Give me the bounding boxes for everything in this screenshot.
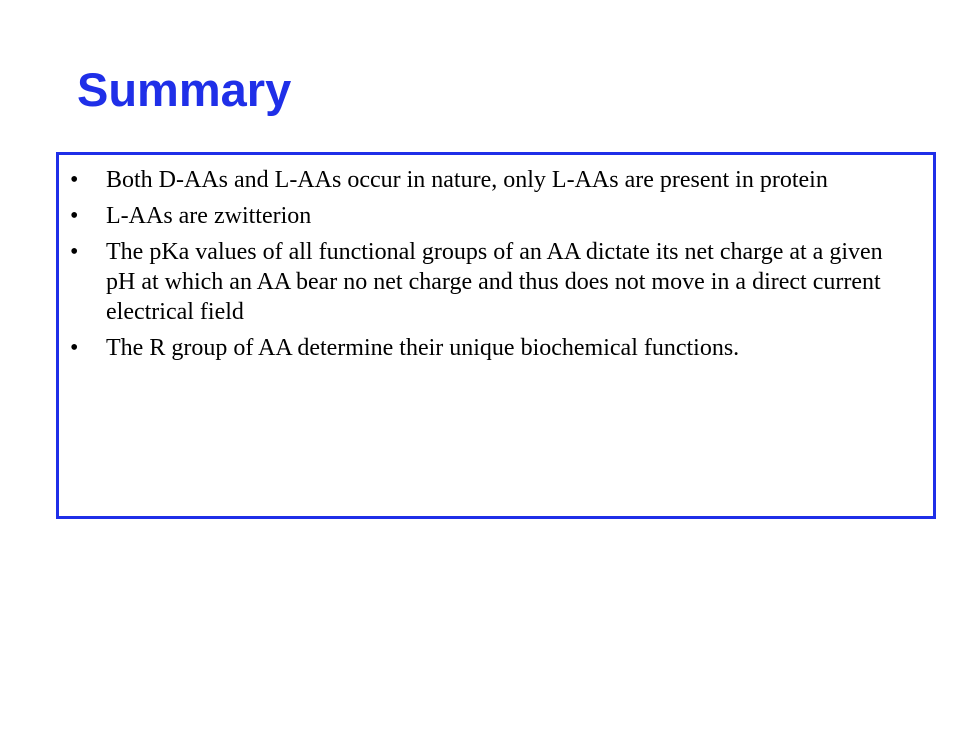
- bullet-icon: •: [70, 203, 79, 229]
- bullet-text: The pKa values of all functional groups of an AA dictate its net charge at a given pH at which an AA bear no net charge and thus does not move in a direct current electrical field: [106, 239, 883, 325]
- bullet-icon: •: [70, 239, 79, 265]
- summary-box: [56, 152, 936, 519]
- bullet-text: L-AAs are zwitterion: [106, 203, 312, 229]
- bullet-list: [59, 165, 933, 369]
- slide-title: Summary: [77, 63, 292, 116]
- bullet-icon: •: [70, 167, 79, 193]
- bullet-item: [59, 201, 933, 231]
- bullet-text: Both D-AAs and L-AAs occur in nature, only L-AAs are present in protein: [106, 167, 828, 193]
- bullet-text: The R group of AA determine their unique biochemical functions.: [106, 335, 740, 361]
- bullet-item: [59, 165, 933, 195]
- bullet-icon: •: [70, 335, 79, 361]
- bullet-item: [59, 333, 933, 363]
- bullet-item: [59, 237, 933, 327]
